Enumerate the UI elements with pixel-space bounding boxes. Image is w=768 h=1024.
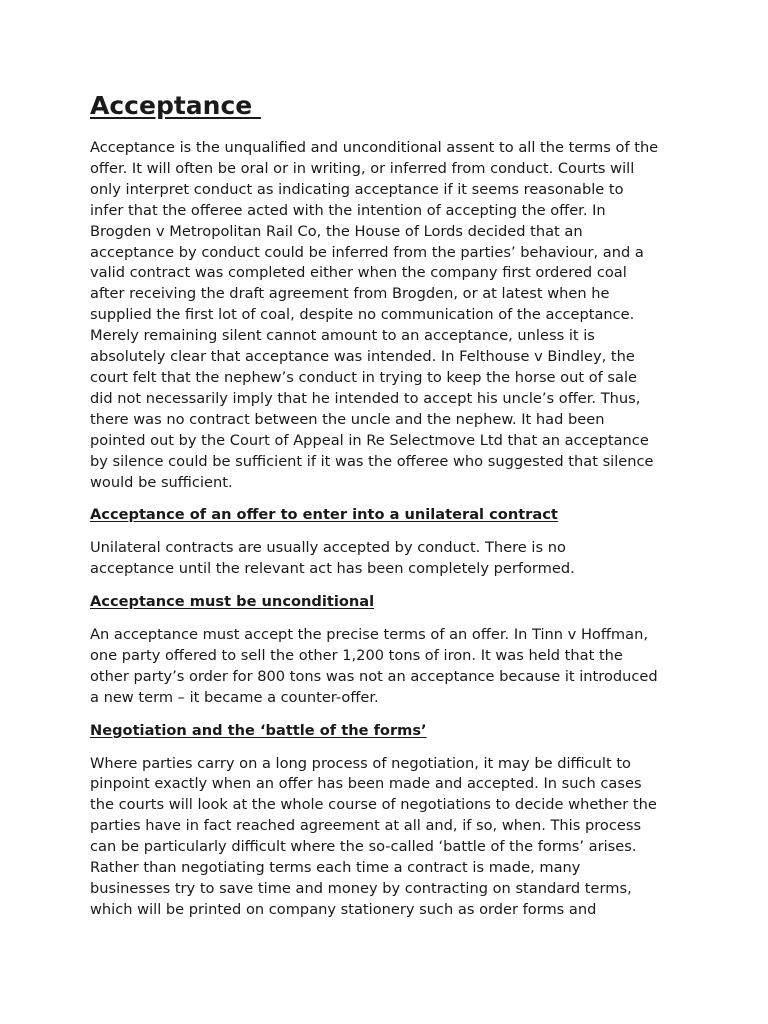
text-line: Acceptance is the unqualified and unconditional assent to all the terms of the	[90, 139, 659, 156]
text-line: there was no contract between the uncle and the nephew. It had been	[90, 410, 605, 428]
text-line: An acceptance must accept the precise terms of an offer. In Tinn v Hoffman,	[90, 626, 648, 644]
text-line: supplied the first lot of coal, despite no communication of the acceptance.	[90, 306, 635, 324]
text-line: acceptance by conduct could be inferred from the parties’ behaviour, and a	[90, 243, 644, 261]
text-line: Merely remaining silent cannot amount to an acceptance, unless it is	[90, 327, 595, 345]
text-line: only interpret conduct as indicating acceptance if it seems reasonable to	[90, 180, 624, 198]
text-line: court felt that the nephew’s conduct in trying to keep the horse out of sale	[90, 368, 637, 386]
document-page	[90, 88, 690, 921]
section-heading-unilateral: Acceptance of an offer to enter into a unilateral contract	[90, 506, 558, 524]
text-line: other party’s order for 800 tons was not an acceptance because it introduced	[90, 667, 658, 685]
text-line: Rather than negotiating terms each time a contract is made, many	[90, 859, 581, 877]
text-line: after receiving the draft agreement from Brogden, or at latest when he	[90, 285, 610, 303]
text-line: did not necessarily imply that he intended to accept his uncle’s offer. Thus,	[90, 389, 641, 407]
text-line: valid contract was completed either when the company first ordered coal	[90, 264, 627, 282]
text-line: the courts will look at the whole course of negotiations to decide whether the	[90, 796, 657, 814]
text-line: Unilateral contracts are usually accepted by conduct. There is no	[90, 539, 566, 557]
text-line: would be sufficient.	[90, 473, 233, 491]
text-line: acceptance until the relevant act has been completely performed.	[90, 560, 575, 578]
page-title: Acceptance	[90, 91, 261, 120]
text-line: can be particularly difficult where the so-called ‘battle of the forms’ arises.	[90, 838, 637, 856]
text-line: pointed out by the Court of Appeal in Re Selectmove Ltd that an acceptance	[90, 431, 649, 449]
text-line: by silence could be sufficient if it was the offeree who suggested that silence	[90, 452, 654, 470]
section-heading-battle-of-forms: Negotiation and the ‘battle of the forms’	[90, 721, 427, 739]
text-line: parties have in fact reached agreement at all and, if so, when. This process	[90, 817, 642, 835]
text-line: businesses try to save time and money by contracting on standard terms,	[90, 880, 632, 897]
text-line: which will be printed on company stationery such as order forms and	[90, 900, 597, 918]
section-paragraph-battle-of-forms	[90, 754, 690, 921]
section-paragraph-unilateral	[90, 538, 690, 580]
text-line: one party offered to sell the other 1,200 tons of iron. It was held that the	[90, 646, 623, 664]
text-line: infer that the offeree acted with the intention of accepting the offer. In	[90, 201, 606, 219]
section-paragraph-unconditional	[90, 625, 690, 709]
text-line: Where parties carry on a long process of negotiation, it may be difficult to	[90, 754, 631, 772]
section-heading-unconditional: Acceptance must be unconditional	[90, 593, 375, 611]
text-line: pinpoint exactly when an offer has been made and accepted. In such cases	[90, 775, 642, 793]
text-line: offer. It will often be oral or in writing, or inferred from conduct. Courts will	[90, 159, 635, 177]
text-line: absolutely clear that acceptance was intended. In Felthouse v Bindley, the	[90, 348, 635, 366]
text-line: a new term – it became a counter-offer.	[90, 688, 379, 706]
intro-paragraph	[90, 138, 690, 493]
text-line: Brogden v Metropolitan Rail Co, the House of Lords decided that an	[90, 222, 583, 240]
